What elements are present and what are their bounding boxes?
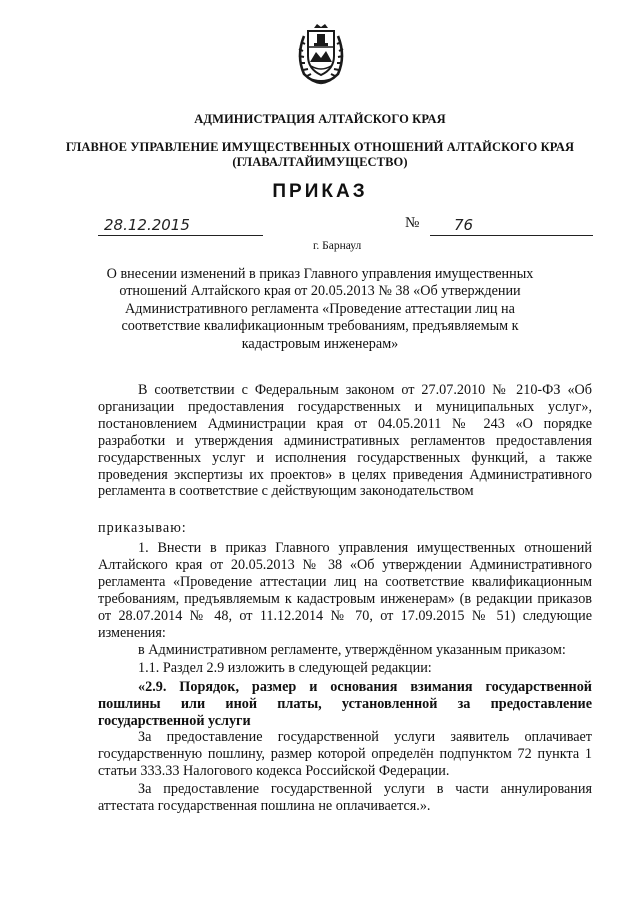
coat-of-arms-icon: [294, 22, 348, 86]
document-type: ПРИКАЗ: [272, 181, 368, 202]
dept-name: ГЛАВНОЕ УПРАВЛЕНИЕ ИМУЩЕСТВЕННЫХ ОТНОШЕНИЙ АЛТАЙСКОГО КРАЯ: [65, 140, 575, 154]
date-value: 28.12.2015: [104, 216, 190, 234]
number-value: 76: [454, 216, 474, 234]
order-word: приказываю:: [98, 520, 187, 536]
document-subject: О внесении изменений в приказ Главного управления имущественных отношений Алтайского края от 20.05.2013 № 38 «Об утверждении Административного регламента «Проведение аттестации лиц на соответствие квалификационным требованиям, предъявляемым к кадастровым инженерам»: [106, 266, 534, 352]
item-1-intro: в Административном регламенте, утверждённом указанным приказом:: [138, 642, 566, 658]
city: г. Барнаул: [313, 240, 362, 252]
section-2-9-heading: «2.9. Порядок, размер и основания взимания государственной пошлины или иной платы, установленной за предоставление государственной услуги: [98, 679, 592, 729]
number-field: [430, 216, 593, 236]
dept-short-name: (ГЛАВАЛТАЙИМУЩЕСТВО): [232, 155, 408, 169]
section-2-9-paragraph-2: За предоставление государственной услуги в части аннулирования аттестата государственная пошлина не оплачивается.».: [98, 781, 592, 814]
number-label: №: [405, 215, 420, 231]
org-name: АДМИНИСТРАЦИЯ АЛТАЙСКОГО КРАЯ: [194, 112, 446, 126]
preamble-paragraph: В соответствии с Федеральным законом от 27.07.2010 № 210-ФЗ «Об организации предоставления государственных и муниципальных услуг», постановлением Администрации края от 04.05.2011 № 243 «О порядке разработки и утверждения административных регламентов предоставления государственных услуг и исполнения государственных функций, а также проведения экспертизы их проектов» в целях приведения Административного регламента в соответствие с действующим законодательством: [98, 382, 592, 500]
item-1-1-paragraph: 1.1. Раздел 2.9 изложить в следующей редакции:: [138, 660, 432, 676]
section-2-9-paragraph-1: За предоставление государственной услуги заявитель оплачивает государственную пошлину, размер которой определён подпунктом 72 пункта 1 статьи 333.33 Налогового кодекса Российской Федерации.: [98, 729, 592, 779]
date-field: [98, 216, 263, 236]
item-1-paragraph: 1. Внести в приказ Главного управления имущественных отношений Алтайского края от 20.05.2013 № 38 «Об утверждении Административного регламента «Проведение аттестации лиц на соответствие квалификационным требованиям, предъявляемым к кадастровым инженерам» (в редакции приказов от 28.07.2014 № 48, от 11.12.2014 № 70, от 17.09.2015 № 51) следующие изменения:: [98, 540, 592, 641]
